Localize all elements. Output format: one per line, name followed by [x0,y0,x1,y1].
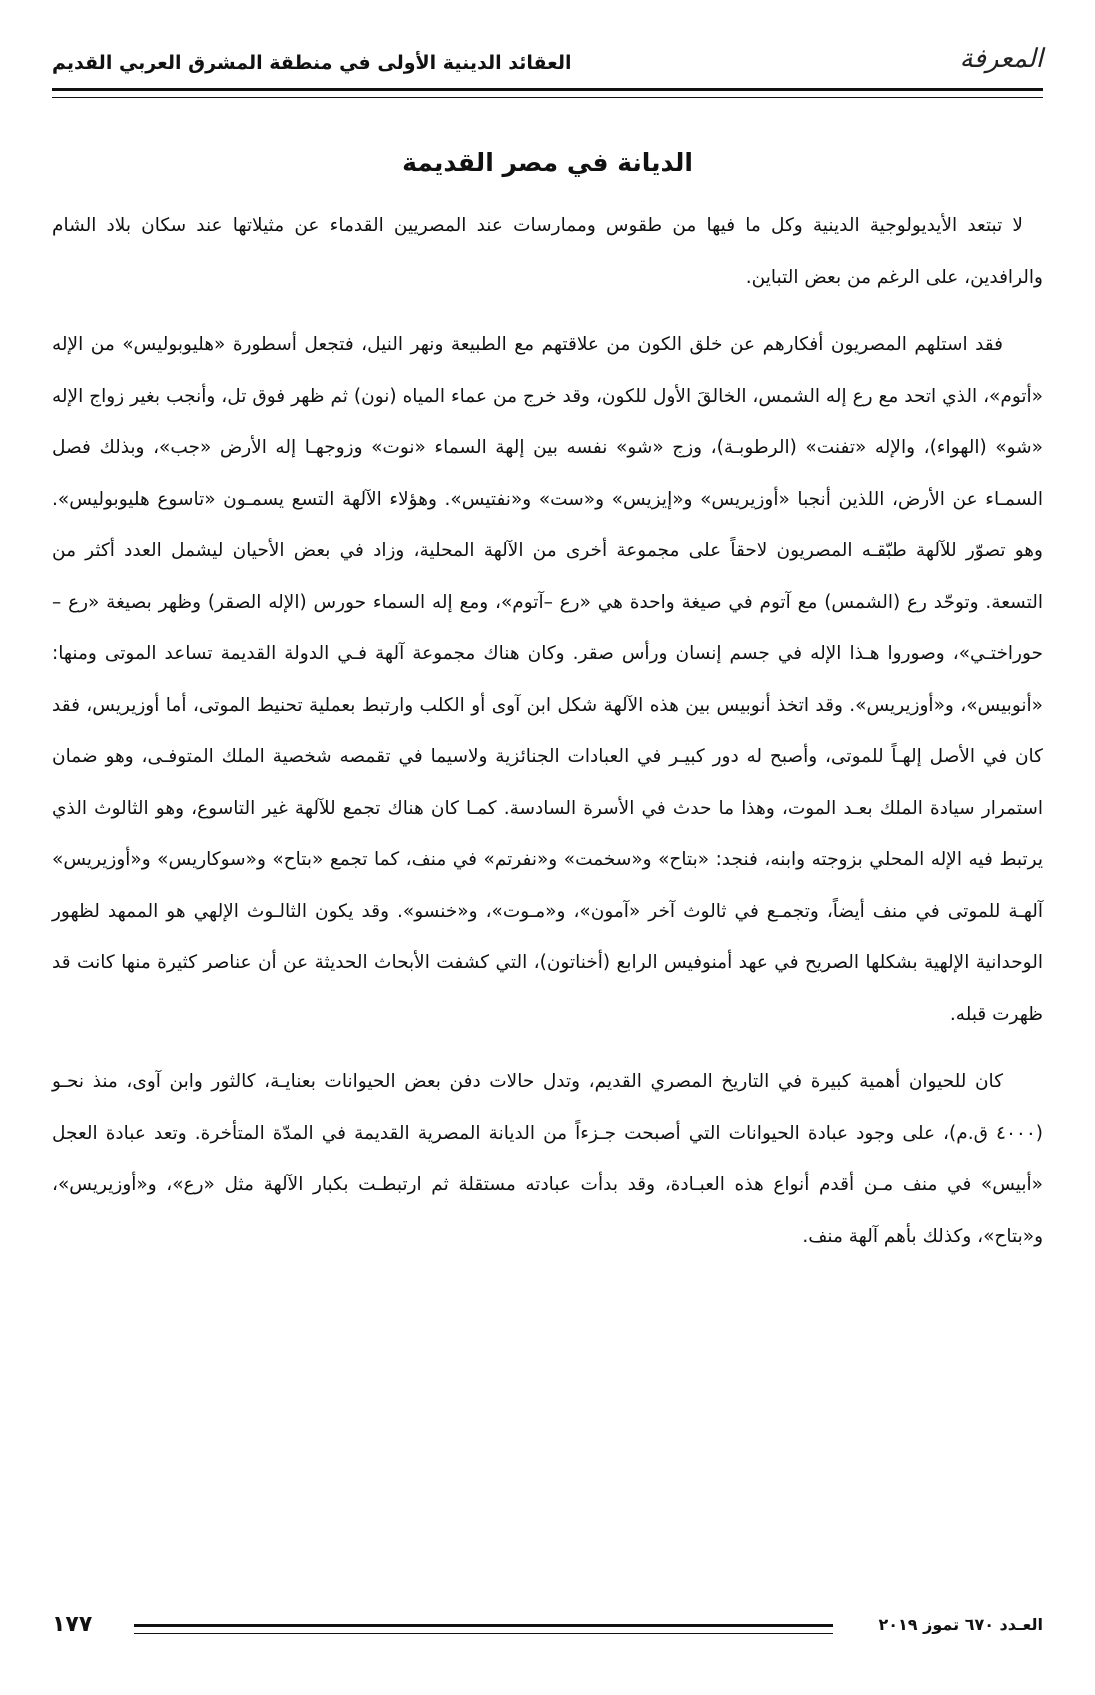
issue-info: العـدد ٦٧٠ تموز ٢٠١٩ [878,1615,1043,1634]
page-number: ١٧٧ [52,1612,93,1637]
paragraph-animal-worship: كان للحيوان أهمية كبيرة في التاريخ المصري القديم، وتدل حالات دفن بعض الحيوانات بعنايـة، كالثور وابن آوى، منذ نحـو (٤٠٠٠ ق.م)، على وجود عبادة الحيوانات التي أصبحت جـزءاً من الديانة المصرية القديمة في المدّة المتأخرة. وتعد عبادة العجل «أبيس» في منف مـن أقدم أنواع هذه العبـادة، وقد بدأت عبادته مستقلة ثم ارتبطـت بكبار الآلهة مثل «رع»، و«أوزيريس»، و«بتاح»، وكذلك بأهم آلهة منف. [52,1071,1043,1247]
article-body [52,200,1043,1278]
header-rule [52,88,1043,98]
running-header [52,38,1043,96]
paragraph-intro: لا تبتعد الأيديولوجية الدينية وكل ما فيها من طقوس وممارسات عند المصريين القدماء عن مثيلاتها عند سكان بلاد الشام والرافدين، على الرغم من بعض التباين. [52,215,1043,288]
section-heading: الديانة في مصر القديمة [402,148,693,177]
running-title: العقائد الدينية الأولى في منطقة المشرق العربي القديم [52,52,572,74]
footer-rule [134,1624,833,1634]
page-footer [52,1612,1043,1652]
paragraph-creation-myths: فقد استلهم المصريون أفكارهم عن خلق الكون من علاقتهم مع الطبيعة ونهر النيل، فتجعل أسطورة «هليوبوليس» من الإله «أتوم»، الذي اتحد مع رع إله الشمس، الخالقَ الأول للكون، وقد خرج من عماء المياه (نون) ثم ظهر فوق تل، وأنجب بغير زواج الإله «شو» (الهواء)، والإله «تفنت» (الرطوبـة)، وزج «شو» نفسه بين إلهة السماء «نوت» وزوجهـا إله الأرض «جب»، وبذلك فصل السمـاء عن الأرض، اللذين أنجبا «أوزيريس» و«إيزيس» و«ست» و«نفتيس». وهؤلاء الآلهة التسع يسمـون «تاسوع هليوبوليس». وهو تصوّر للآلهة طبّقـه المصريون لاحقاً على مجموعة أخرى من الآلهة المحلية، وزاد في بعض الأحيان ليشمل العدد أكثر من التسعة. وتوحّد رع (الشمس) مع آتوم في صيغة واحدة هي «رع –آتوم»، ومع إله السماء حورس (الإله الصقر) وظهر بصيغة «رع – حوراختـي»، وصوروا هـذا الإله في جسم إنسان ورأس صقر. وكان هناك مجموعة آلهة فـي الدولة القديمة تساعد الموتى ومنها: «أنوبيس»، و«أوزيريس». وقد اتخذ أنوبيس بين هذه الآلهة شكل ابن آوى أو الكلب وارتبط بعملية تحنيط الموتى، أما أوزيريس، فقد كان في الأصل إلهـاً للموتى، وأصبح له دور كبيـر في العبادات الجنائزية ولاسيما في تقمصه شخصية الملك المتوفـى، وهو ضمان استمرار سيادة الملك بعـد الموت، وهذا ما حدث في الأسرة السادسة. كمـا كان هناك تجمع للآلهة غير التاسوع، وهو الثالوث الذي يرتبط فيه الإله المحلي بزوجته وابنه، فنجد: «بتاح» و«سخمت» و«نفرتم» في منف، كما تجمع «بتاح» و«سوكاريس» و«أوزيريس» آلهـة للموتى في منف أيضاً، وتجمـع في ثالوث آخر «آمون»، و«مـوت»، و«خنسو». وقد يكون الثالـوث الإلهي هو الممهد لظهور الوحدانية الإلهية بشكلها الصريح في عهد أمنوفيس الرابع (أخناتون)، التي كشفت الأبحاث الحديثة عن أن عناصر كثيرة منها كانت قد ظهرت قبله. [52,334,1043,1025]
magazine-logo: المعرفة [959,44,1043,74]
